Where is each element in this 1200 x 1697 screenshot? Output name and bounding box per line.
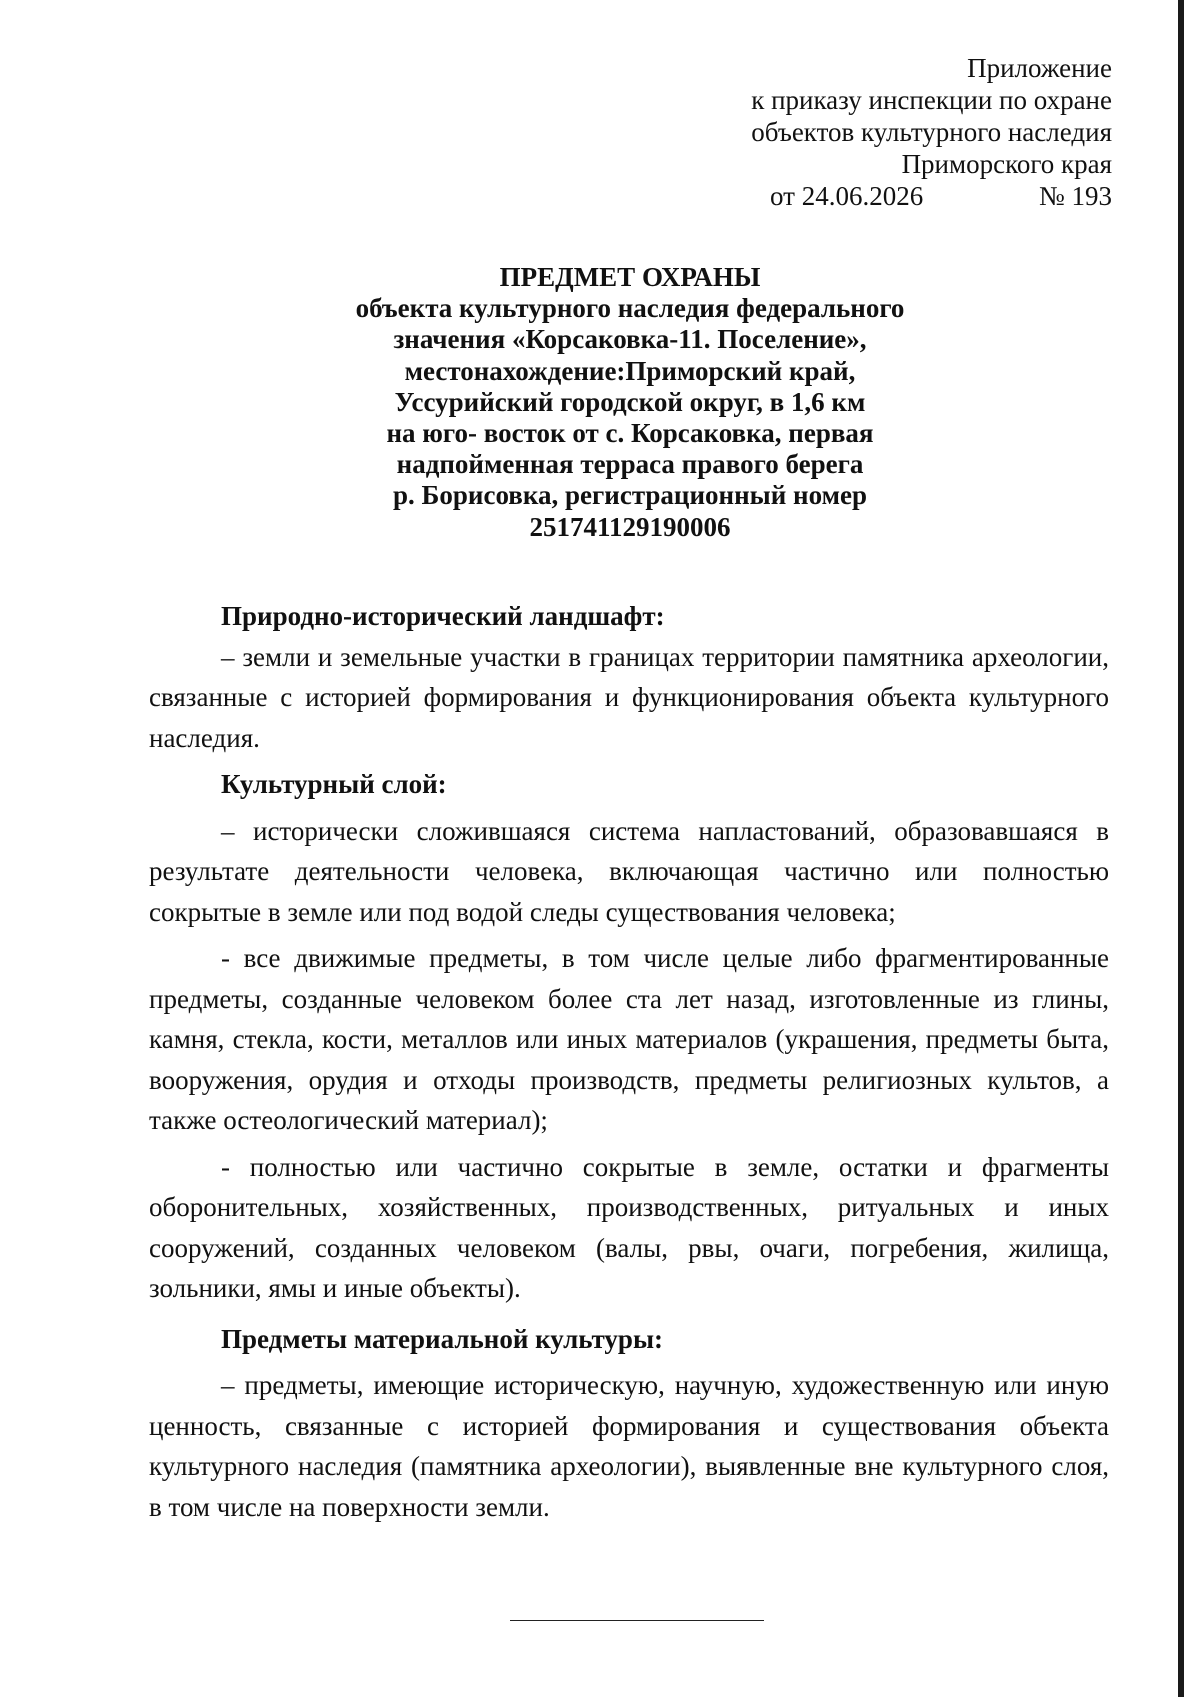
appendix-header — [692, 52, 1112, 212]
title-line: р. Борисовка, регистрационный номер — [393, 480, 867, 511]
order-number: № 193 — [1038, 181, 1112, 211]
cultural-layer-item: - полностью или частично сокрытые в земле, остатки и фрагменты оборонительных, хозяйственных, производственных, ритуальных и иных сооружений, созданных человеком (валы, рвы, очаги, погребения, жилища, зольники, ямы и иные объекты). — [149, 1151, 1109, 1303]
title-line: на юго- восток от с. Корсаковка, первая — [386, 418, 874, 449]
document-body — [149, 596, 1109, 1527]
title-line: значения «Корсаковка-11. Поселение», — [393, 324, 867, 355]
title-line: объекта культурного наследия федерального — [355, 293, 905, 324]
title-line: местонахождение:Приморский край, — [404, 355, 856, 386]
cultural-layer-item: - все движимые предметы, в том числе целые либо фрагментированные предметы, созданные человеком более ста лет назад, изготовленные из глины, камня, стекла, кости, металлов или иных материалов (украшения, предметы быта, вооружения, орудия и отходы производств, предметы религиозных культов, а также остеологический материал); — [149, 943, 1109, 1135]
cultural-layer-item: – исторически сложившаяся система напластований, образовавшаяся в результате деятельности человека, включающая частично или полностью сокрытые в земле или под водой следы существования человека; — [149, 815, 1109, 927]
title-line: надпойменная терраса правого берега — [396, 449, 864, 480]
landscape-item: – земли и земельные участки в границах территории памятника археологии, связанные с историей формирования и функционирования объекта культурного наследия. — [149, 641, 1109, 753]
appendix-line: Приложение — [967, 53, 1112, 83]
order-date-number-row — [692, 180, 1112, 212]
section-heading-cultural-layer: Культурный слой: — [221, 769, 447, 799]
registration-number: 251741129190006 — [529, 511, 731, 542]
page-edge-line — [1178, 0, 1184, 1697]
appendix-line: к приказу инспекции по охране — [751, 85, 1112, 115]
title-line: Уссурийский городской округ, в 1,6 км — [394, 386, 866, 417]
end-divider-line — [510, 1620, 764, 1621]
appendix-line: объектов культурного наследия — [751, 117, 1112, 147]
appendix-line: Приморского края — [901, 149, 1112, 179]
section-heading-material-culture: Предметы материальной культуры: — [221, 1323, 664, 1354]
document-title — [250, 262, 1010, 543]
title-line: ПРЕДМЕТ ОХРАНЫ — [499, 262, 761, 292]
material-culture-item: – предметы, имеющие историческую, научную, художественную или иную ценность, связанные с историей формирования и существования объекта культурного наследия (памятника археологии), выявленные вне культурного слоя, в том числе на поверхности земли. — [149, 1370, 1109, 1522]
section-heading-landscape: Природно-исторический ландшафт: — [221, 601, 665, 631]
order-date: от 24.06.2026 — [770, 181, 924, 211]
